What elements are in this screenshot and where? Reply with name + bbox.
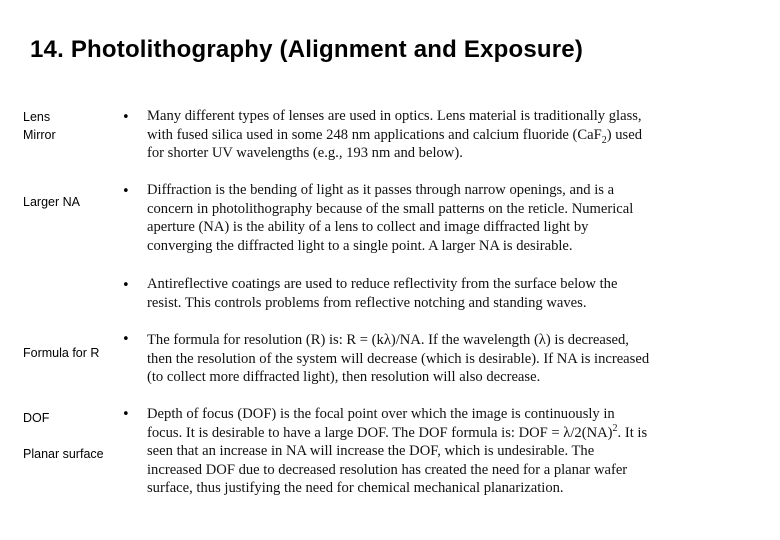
side-label-mirror: Mirror <box>23 128 56 142</box>
bullet-point: • <box>122 278 130 293</box>
bullet-antireflective: Antireflective coatings are used to reduce reflectivity from the surface below the resist. This controls problems from reflective notching and standing waves. <box>147 276 618 311</box>
side-label-lens: Lens <box>23 110 51 124</box>
side-label-planar-surface: Planar surface <box>23 447 104 461</box>
bullet-point: • <box>122 184 130 199</box>
bullet-point: • <box>122 332 130 347</box>
bullet-point: • <box>122 407 130 422</box>
bullet-diffraction-na: Diffraction is the bending of light as it passes through narrow openings, and is a concern in photolithography because of the small patterns on the reticle. Numerical aperture (NA) is the ability of a lens to collect and image diffracted light by converging the diffracted light to a single point. A larger NA is desirable. <box>147 182 634 254</box>
bullet-point: • <box>122 110 130 125</box>
side-label-formula-r: Formula for R <box>23 346 100 360</box>
bullet-depth-of-focus: Depth of focus (DOF) is the focal point over which the image is continuously in focus. It is desirable to have a large DOF. The DOF formula is: DOF = λ/2(NA)$^2$. It is seen that an increase in NA will increase the DOF, which is undesirable. The increased DOF due to decreased resolution has created the need for a planar wafer surface, thus justifying the need for chemical mechanical planarization. <box>147 406 648 497</box>
side-label-dof: DOF <box>23 411 50 425</box>
side-label-larger-na: Larger NA <box>23 195 80 209</box>
bullet-lens-materials: Many different types of lenses are used in optics. Lens material is traditionally glass, with fused silica used in some 248 nm applications and calcium fluoride (CaF$_2$) used for shorter UV wavelengths (e.g., 193 nm and below). <box>147 108 643 162</box>
bullet-resolution-formula: The formula for resolution (R) is: R = (kλ)/NA. If the wavelength (λ) is decreased, then the resolution of the system will decrease (which is desirable). If NA is increased (to collect more diffracted light), then resolution will also decrease. <box>147 332 650 386</box>
slide-title: 14. Photolithography (Alignment and Exposure) <box>30 36 584 63</box>
